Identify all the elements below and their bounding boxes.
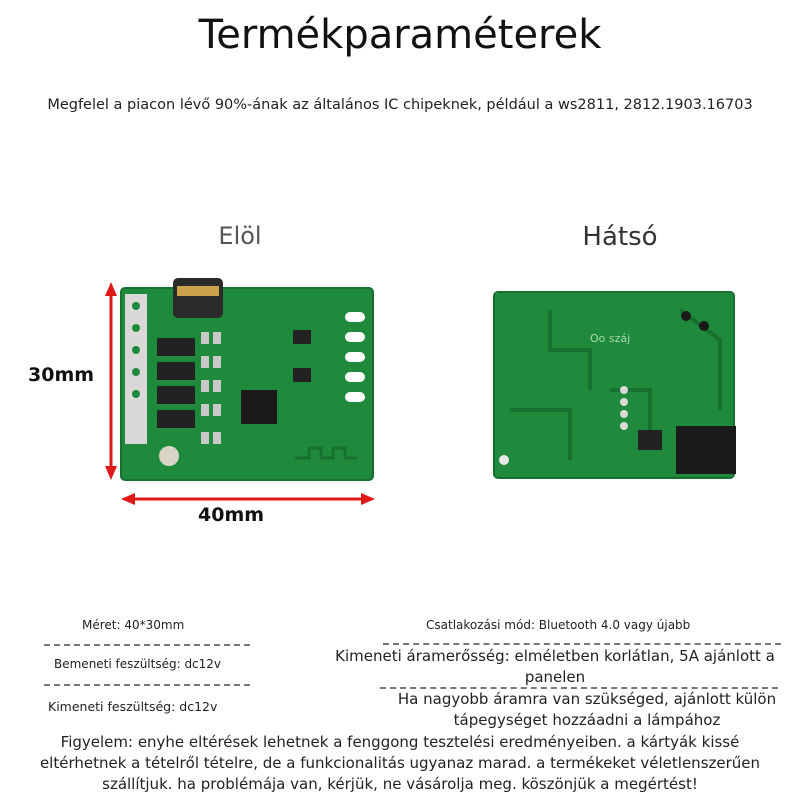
main-ic bbox=[241, 390, 277, 424]
disclaimer-note: Figyelem: enyhe eltérések lehetnek a fenggong tesztelési eredményeiben. a kártyák kissé eltérhetnek a tételről tételre, de a funkcionalitás ugyanaz marad. a termékeket véletlenszerűen szállítjuk. ha problémája van, kérjük, ne vásárolja meg. köszönjük a megértést! bbox=[39, 733, 761, 793]
microphone bbox=[159, 446, 179, 466]
back-label: Hátsó bbox=[582, 222, 658, 252]
height-dimension-label: 30mm bbox=[28, 364, 95, 386]
page-subtitle: Megfelel a piacon lévő 90%-ának az általános IC chipeknek, például a ws2811, 2812.1903.16703 bbox=[47, 97, 753, 113]
divider bbox=[383, 643, 781, 645]
front-pcb-image bbox=[95, 272, 385, 512]
spec-output-current: Kimeneti áramerősség: elméletben korlátlan, 5A ajánlott a panelen bbox=[335, 647, 775, 686]
spec-extra-current: Ha nagyobb áramra van szükséged, ajánlott külön tápegységet hozzáadni a lámpához bbox=[397, 690, 777, 729]
page-title: Termékparaméterek bbox=[198, 12, 602, 58]
back-pcb-image bbox=[490, 290, 745, 490]
divider bbox=[44, 644, 250, 646]
voltage-regulator bbox=[676, 426, 736, 474]
spec-output-voltage: Kimeneti feszültség: dc12v bbox=[48, 699, 218, 714]
left-pads bbox=[125, 294, 147, 444]
spec-input-voltage: Bemeneti feszültség: dc12v bbox=[54, 657, 222, 671]
divider bbox=[44, 684, 250, 686]
spec-size: Méret: 40*30mm bbox=[82, 618, 185, 632]
front-board bbox=[121, 288, 373, 480]
height-arrow bbox=[105, 282, 117, 480]
front-label: Elöl bbox=[218, 222, 262, 250]
back-silkscreen-text: Oo száj bbox=[590, 332, 631, 345]
capacitor bbox=[173, 278, 223, 318]
width-dimension-label: 40mm bbox=[198, 504, 265, 526]
spec-connection: Csatlakozási mód: Bluetooth 4.0 vagy újabb bbox=[426, 618, 691, 632]
